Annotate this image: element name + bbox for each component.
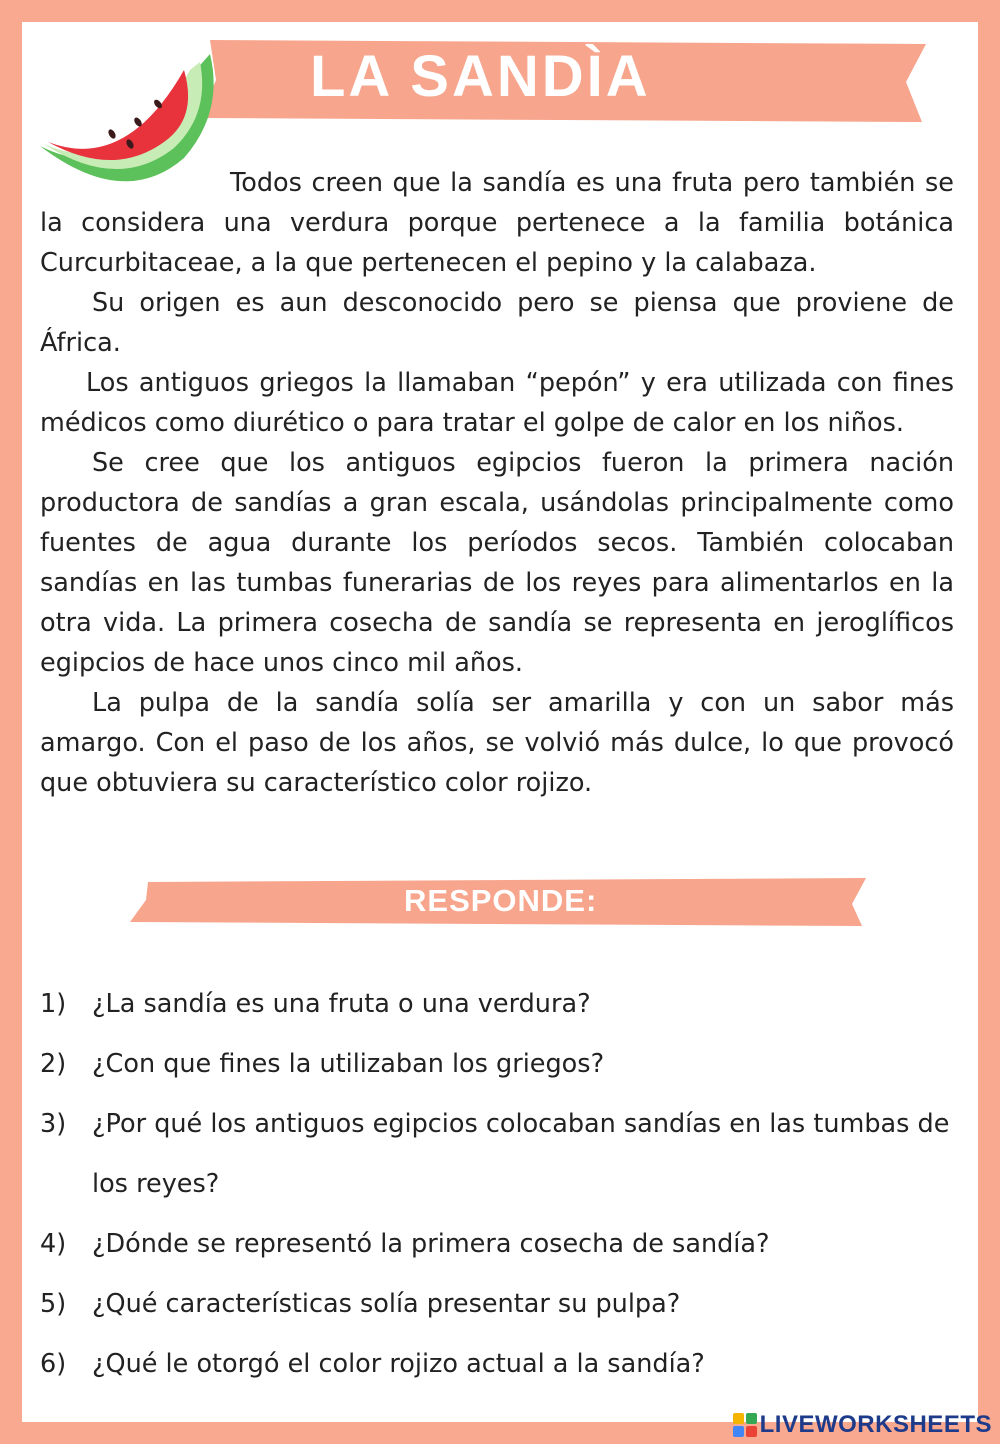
question-number: 2) [40,1049,67,1079]
question-text: ¿Dónde se representó la primera cosecha de sandía? [92,1229,770,1259]
question-text: ¿Qué características solía presentar su pulpa? [92,1289,681,1319]
question-number: 6) [40,1349,67,1379]
paragraph: Su origen es aun desconocido pero se piensa que proviene de África. [40,288,954,358]
paragraph: Se cree que los antiguos egipcios fueron la primera nación productora de sandías a gran escala, usándolas principalmente como fuentes de agua durante los períodos secos. También colocaban sandías en las tumbas funerarias de los reyes para alimentarlos en la otra vida. La primera cosecha de sandía se representa en jeroglíficos egipcios de hace unos cinco mil años. [40,448,954,678]
question-number: 3) [40,1109,67,1139]
respond-heading: RESPONDE: [404,883,598,918]
question-list [40,974,958,1394]
reading-passage [40,163,954,803]
paragraph: Todos creen que la sandía es una fruta pero también se la considera una verdura porque pertenece a la familia botánica Curcurbitaceae, a la que pertenecen el pepino y la calabaza. [40,168,954,278]
question-text: ¿Por qué los antiguos egipcios colocaban sandías en las tumbas de los reyes? [92,1109,950,1199]
question-text: ¿Con que fines la utilizaban los griegos? [92,1049,605,1079]
page-title: LA SANDÌA [310,44,651,109]
question-item [40,1034,958,1094]
question-number: 5) [40,1289,67,1319]
question-item [40,1214,958,1274]
question-text: ¿La sandía es una fruta o una verdura? [92,989,591,1019]
paragraph: La pulpa de la sandía solía ser amarilla y con un sabor más amargo. Con el paso de los años, se volvió más dulce, lo que provocó que obtuviera su característico color rojizo. [40,688,954,798]
question-item [40,1094,958,1214]
brand-name: LIVEWORKSHEETS [759,1411,992,1438]
paragraph: Los antiguos griegos la llamaban “pepón” y era utilizada con fines médicos como diurético o para tratar el golpe de calor en los niños. [40,368,954,438]
question-number: 4) [40,1229,67,1259]
question-item [40,1334,958,1394]
liveworksheets-logo-icon [732,1412,758,1438]
liveworksheets-brand[interactable] [732,1410,992,1440]
question-item [40,974,958,1034]
question-item [40,1274,958,1334]
question-text: ¿Qué le otorgó el color rojizo actual a la sandía? [92,1349,705,1379]
question-number: 1) [40,989,67,1019]
